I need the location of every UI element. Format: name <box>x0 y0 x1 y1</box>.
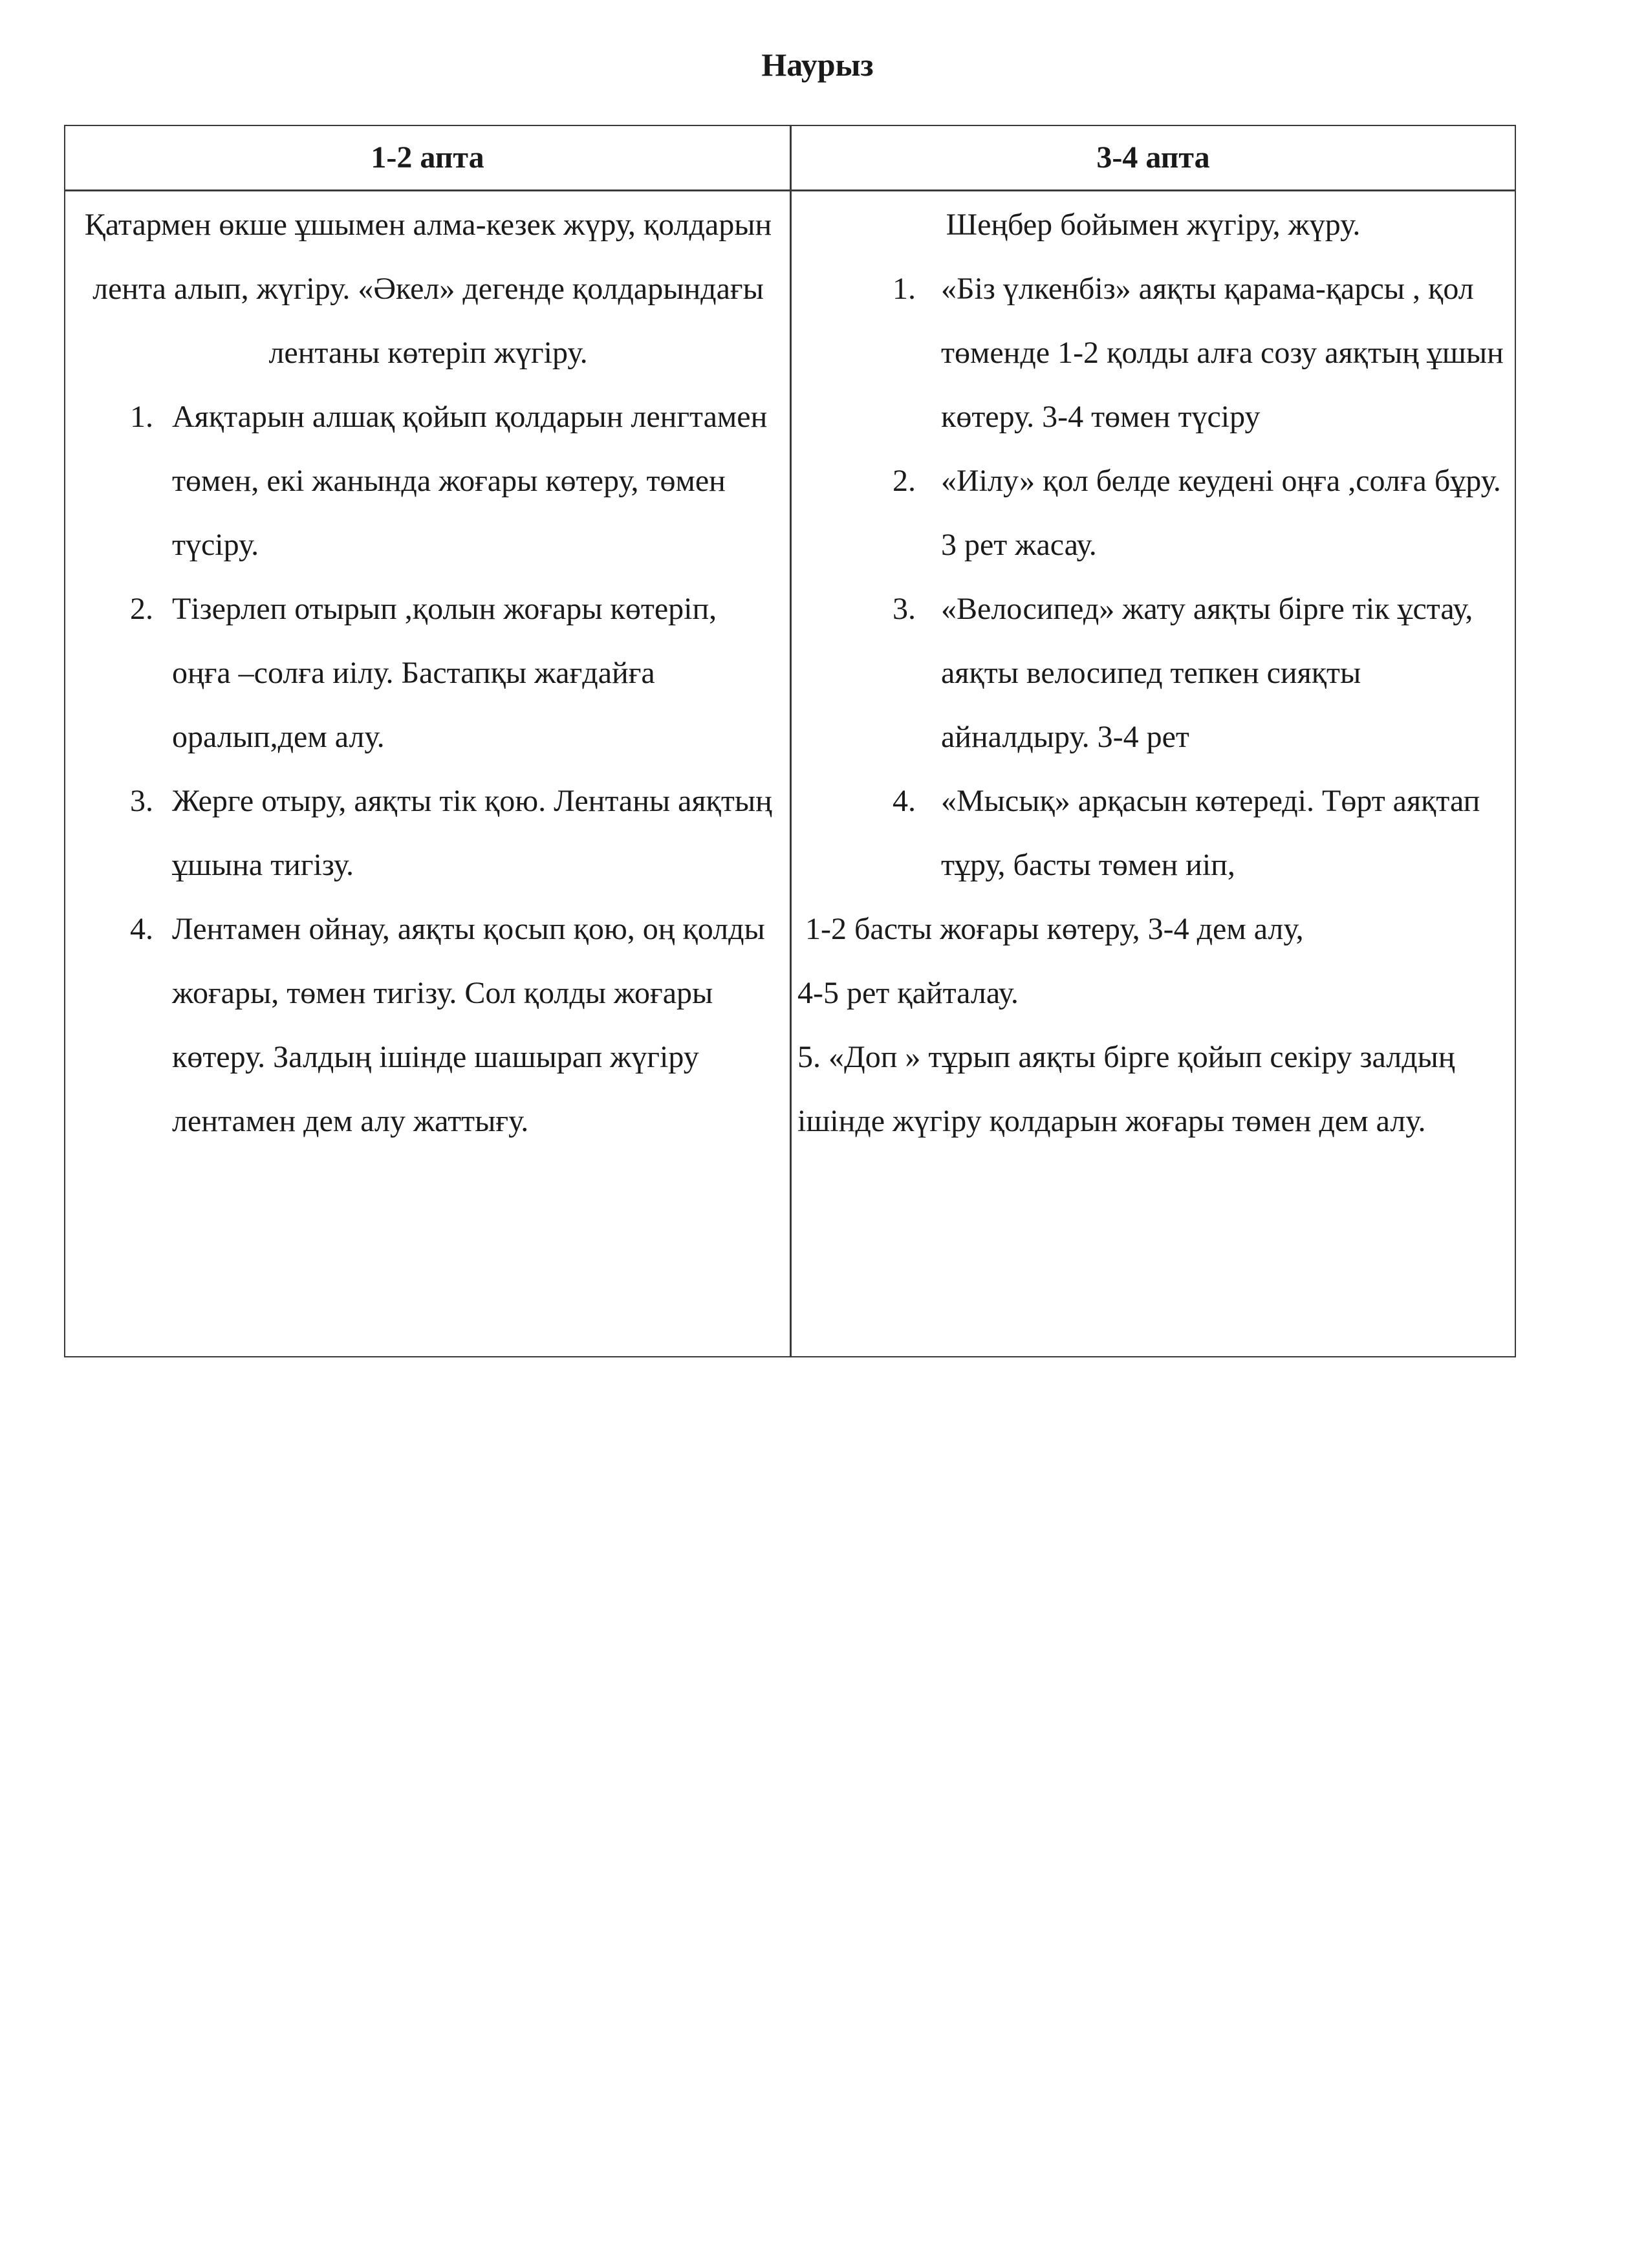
exercise-number: 4. <box>893 784 916 818</box>
exercise-item <box>78 577 778 769</box>
weekly-plan-table <box>64 125 1516 1357</box>
exercise-text: «Біз үлкенбіз» аяқты қарама-қарсы , қол төменде 1-2 қолды алға созу аяқтың ұшын көтеру. 3-4 төмен түсіру <box>941 272 1504 434</box>
exercise-number: 1. <box>130 400 153 434</box>
exercise-number: 3. <box>130 784 153 818</box>
weeks-1-2-cell <box>78 193 778 1153</box>
exercise-item <box>797 257 1509 449</box>
exercise-text: «Иілу» қол белде кеудені оңға ,солға бұру. 3 рет жасау. <box>941 464 1501 562</box>
exercise-text: Жерге отыру, аяқты тік қою. Лентаны аяқтың ұшына тигізу. <box>172 784 772 882</box>
weeks-3-4-exercise-list <box>797 257 1509 897</box>
exercise-number: 3. <box>893 592 916 626</box>
column-divider <box>790 126 792 1356</box>
exercise-text: Тізерлеп отырып ,қолын жоғары көтеріп, оңға –солға иілу. Бастапқы жағдайға оралып,дем алу. <box>172 592 717 754</box>
exercise-item <box>797 577 1509 769</box>
exercise-item <box>797 449 1509 577</box>
exercise-item <box>78 897 778 1153</box>
exercise-item <box>78 385 778 577</box>
column-header-weeks-1-2: 1-2 апта <box>371 140 484 175</box>
exercise-number: 1. <box>893 272 916 306</box>
exercise-text: Лентамен ойнау, аяқты қосып қою, оң қолды жоғары, төмен тигізу. Сол қолды жоғары көтеру. Залдың ішінде шашырап жүгіру лентамен дем алу жаттығу. <box>172 912 765 1138</box>
header-divider <box>65 189 1515 191</box>
weeks-3-4-cell <box>797 193 1509 1153</box>
exercise-item <box>797 769 1509 897</box>
exercise-text: «Мысық» арқасын көтереді. Төрт аяқтап тұру, басты төмен иіп, <box>941 784 1480 882</box>
exercise-number: 2. <box>130 592 153 626</box>
exercise-number: 4. <box>130 912 153 946</box>
weeks-1-2-exercise-list <box>78 385 778 1153</box>
exercise-text: «Велосипед» жату аяқты бірге тік ұстау, аяқты велосипед тепкен сияқты айналдыру. 3-4 рет <box>941 592 1473 754</box>
page-title: Наурыз <box>761 47 874 83</box>
exercise-repeat-note: 4-5 рет қайталау. <box>797 976 1019 1010</box>
exercise-ball-step: 5. «Доп » тұрып аяқты бірге қойып секіру залдың ішінде жүгіру қолдарын жоғары төмен дем алу. <box>797 1040 1455 1138</box>
exercise-text: Аяқтарын алшақ қойып қолдарын ленгтамен төмен, екі жанында жоғары көтеру, төмен түсіру. <box>172 400 768 562</box>
column-header-weeks-3-4: 3-4 апта <box>1096 140 1210 175</box>
exercise-item <box>78 769 778 897</box>
weeks-3-4-intro: Шеңбер бойымен жүгіру, жүру. <box>946 208 1361 242</box>
exercise-continuation: 1-2 басты жоғары көтеру, 3-4 дем алу, <box>805 912 1304 946</box>
weeks-1-2-intro: Қатармен өкше ұшымен алма-кезек жүру, қолдарын лента алып, жүгіру. «Әкел» дегенде қолдарындағы лентаны көтеріп жүгіру. <box>84 208 772 370</box>
exercise-number: 2. <box>893 464 916 498</box>
